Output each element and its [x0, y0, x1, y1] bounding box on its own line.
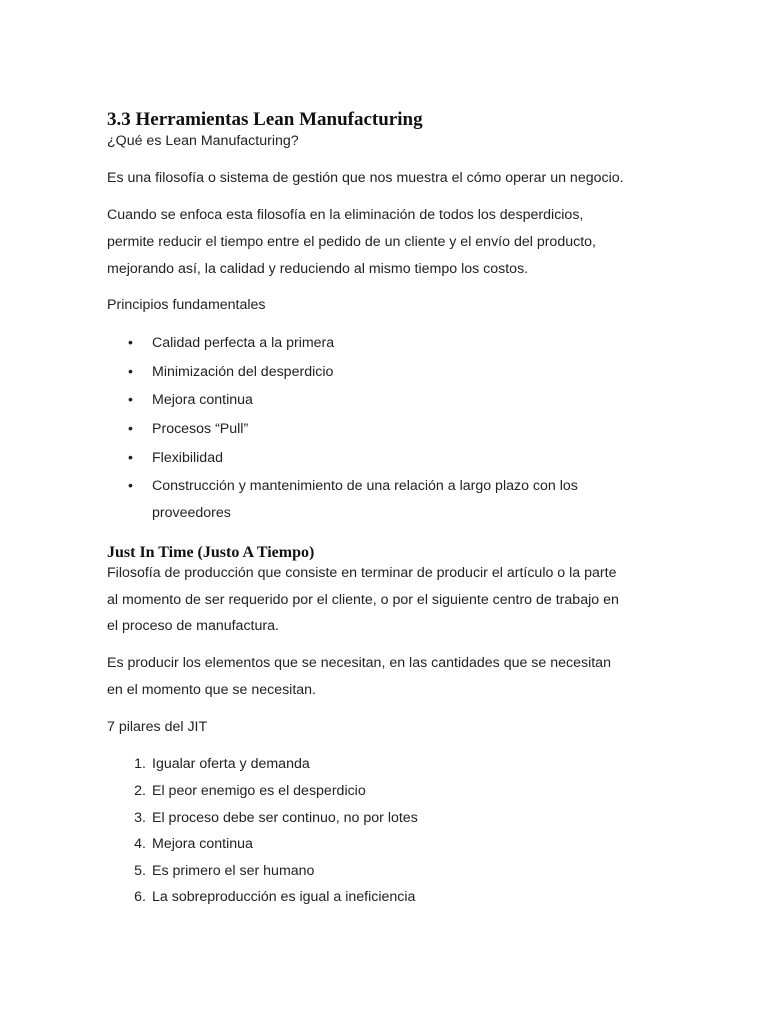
question-line: ¿Qué es Lean Manufacturing?	[107, 133, 299, 149]
bullet-icon: •	[128, 335, 133, 351]
bullet-icon: •	[128, 450, 133, 466]
list-item-text: Procesos “Pull”	[152, 421, 249, 437]
jit-definition-line-2: al momento de ser requerido por el cliente, o por el siguiente centro de trabajo en	[107, 592, 619, 608]
jit-heading: Just In Time (Justo A Tiempo)	[107, 544, 315, 561]
list-item-text: Construcción y mantenimiento de una relación a largo plazo con los	[152, 478, 578, 494]
bullet-icon: •	[128, 478, 133, 494]
jit-paragraph-line-1: Es producir los elementos que se necesitan, en las cantidades que se necesitan	[107, 655, 611, 671]
list-number: 3.	[134, 810, 146, 826]
list-item-text: Flexibilidad	[152, 450, 223, 466]
list-item-text: Mejora continua	[152, 392, 253, 408]
list-item-text: Igualar oferta y demanda	[152, 756, 310, 772]
list-item-text: El peor enemigo es el desperdicio	[152, 783, 366, 799]
list-number: 1.	[134, 756, 146, 772]
bullet-icon: •	[128, 421, 133, 437]
list-item-text: Mejora continua	[152, 836, 253, 852]
list-number: 2.	[134, 783, 146, 799]
paragraph-line-3: mejorando así, la calidad y reduciendo al mismo tiempo los costos.	[107, 261, 529, 277]
list-item-text: Es primero el ser humano	[152, 863, 315, 879]
list-item-text: Calidad perfecta a la primera	[152, 335, 335, 351]
jit-paragraph-line-2: en el momento que se necesitan.	[107, 682, 317, 698]
list-item-text: La sobreproducción es igual a ineficiencia	[152, 889, 416, 905]
list-item-text: Minimización del desperdicio	[152, 364, 334, 380]
list-item-text: El proceso debe ser continuo, no por lotes	[152, 810, 418, 826]
bullet-icon: •	[128, 364, 133, 380]
bullet-icon: •	[128, 392, 133, 408]
list-number: 6.	[134, 889, 146, 905]
principles-label: Principios fundamentales	[107, 297, 266, 313]
section-heading: 3.3 Herramientas Lean Manufacturing	[107, 109, 423, 130]
paragraph-line-1: Cuando se enfoca esta filosofía en la eliminación de todos los desperdicios,	[107, 207, 584, 223]
list-item-text: proveedores	[152, 505, 231, 521]
definition-line: Es una filosofía o sistema de gestión que nos muestra el cómo operar un negocio.	[107, 170, 624, 186]
list-number: 5.	[134, 863, 146, 879]
jit-definition-line-3: el proceso de manufactura.	[107, 618, 279, 634]
paragraph-line-2: permite reducir el tiempo entre el pedido de un cliente y el envío del producto,	[107, 234, 596, 250]
jit-definition-line-1: Filosofía de producción que consiste en terminar de producir el artículo o la parte	[107, 565, 617, 581]
list-number: 4.	[134, 836, 146, 852]
pillars-label: 7 pilares del JIT	[107, 719, 208, 735]
